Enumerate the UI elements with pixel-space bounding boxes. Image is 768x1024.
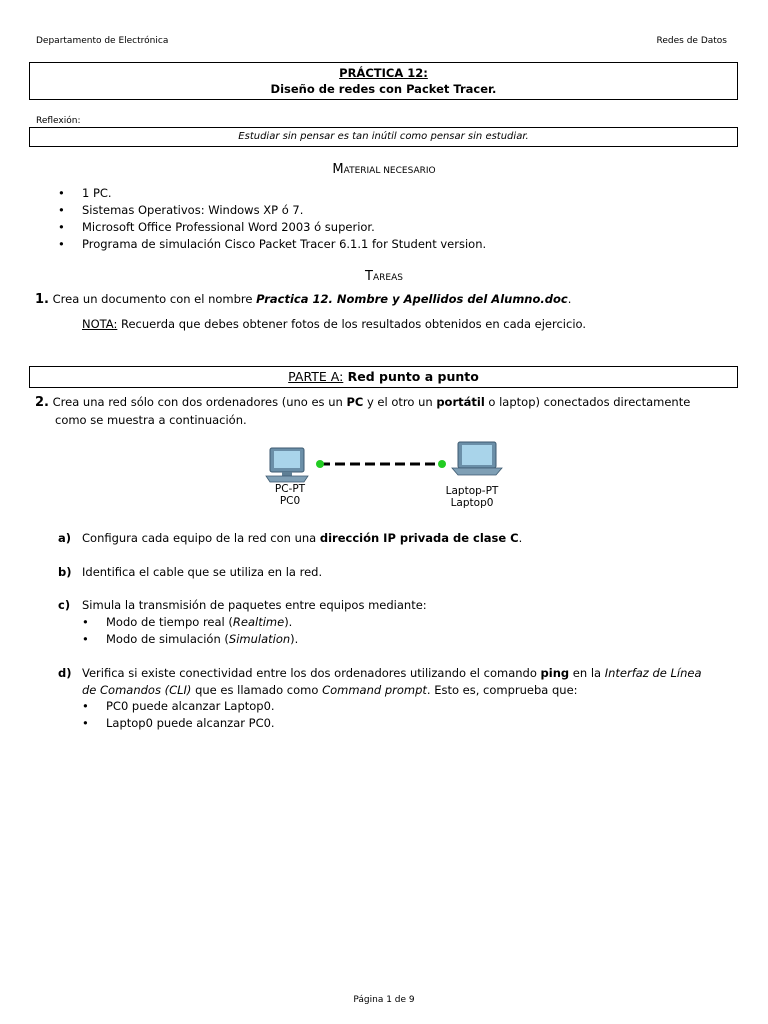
- task-1-note: NOTA: Recuerda que debes obtener fotos de los resultados obtenidos en cada ejercicio.: [82, 317, 587, 331]
- list-item: • PC0 puede alcanzar Laptop0.: [82, 698, 275, 715]
- header-right: Redes de Datos: [656, 36, 727, 46]
- title-box: [29, 62, 738, 100]
- material-heading: MATERIAL NECESARIO: [332, 162, 436, 177]
- reflection-label: Reflexión:: [36, 116, 81, 126]
- item-d-line1: Verifica si existe conectividad entre los dos ordenadores utilizando el comando ping en la Interfaz de Línea: [82, 666, 702, 680]
- item-a-label: a): [58, 531, 72, 545]
- task-1: 1. Crea un documento con el nombre Practica 12. Nombre y Apellidos del Alumno.doc.: [35, 292, 572, 307]
- tareas-heading: TAREAS: [365, 269, 403, 284]
- list-item: • Modo de tiempo real (Realtime).: [82, 614, 298, 631]
- list-item: • Modo de simulación (Simulation).: [82, 631, 298, 648]
- page-number: Página 1 de 9: [353, 995, 415, 1005]
- item-b-label: b): [58, 565, 72, 579]
- laptop-icon: [452, 442, 502, 475]
- header-left: Departamento de Electrónica: [36, 36, 169, 46]
- port-indicator: [438, 460, 446, 468]
- task-2-line2: como se muestra a continuación.: [55, 413, 247, 427]
- list-item: • Microsoft Office Professional Word 2003 ó superior.: [58, 219, 486, 236]
- item-d-label: d): [58, 666, 72, 680]
- item-d-list: [82, 698, 275, 732]
- material-list: [58, 185, 486, 253]
- item-b-text: Identifica el cable que se utiliza en la red.: [82, 565, 323, 579]
- item-d-line2: de Comandos (CLI) que es llamado como Command prompt. Esto es, comprueba que:: [82, 683, 578, 697]
- list-item: • Laptop0 puede alcanzar PC0.: [82, 715, 275, 732]
- laptop-label: Laptop-PT Laptop0: [445, 485, 499, 509]
- part-a-title: Red punto a punto: [343, 369, 479, 384]
- practice-title: Diseño de redes con Packet Tracer.: [270, 82, 497, 96]
- list-item: • 1 PC.: [58, 185, 486, 202]
- reflection-quote: Estudiar sin pensar es tan inútil como pensar sin estudiar.: [29, 127, 738, 147]
- port-indicator: [316, 460, 324, 468]
- list-item: • Sistemas Operativos: Windows XP ó 7.: [58, 202, 486, 219]
- part-a-label: PARTE A:: [288, 369, 344, 384]
- item-c-list: [82, 614, 298, 648]
- part-a-box: [29, 366, 738, 388]
- pc-icon: [266, 448, 308, 482]
- practice-number: PRÁCTICA 12:: [339, 66, 428, 80]
- pc-label: PC-PT PC0: [274, 483, 306, 507]
- item-a-text: Configura cada equipo de la red con una dirección IP privada de clase C.: [82, 531, 523, 545]
- list-item: • Programa de simulación Cisco Packet Tracer 6.1.1 for Student version.: [58, 236, 486, 253]
- task-2: 2. Crea una red sólo con dos ordenadores (uno es un PC y el otro un portátil o laptop) conectados directamente: [35, 395, 691, 410]
- item-c-label: c): [58, 598, 71, 612]
- item-c-text: Simula la transmisión de paquetes entre equipos mediante:: [82, 598, 427, 612]
